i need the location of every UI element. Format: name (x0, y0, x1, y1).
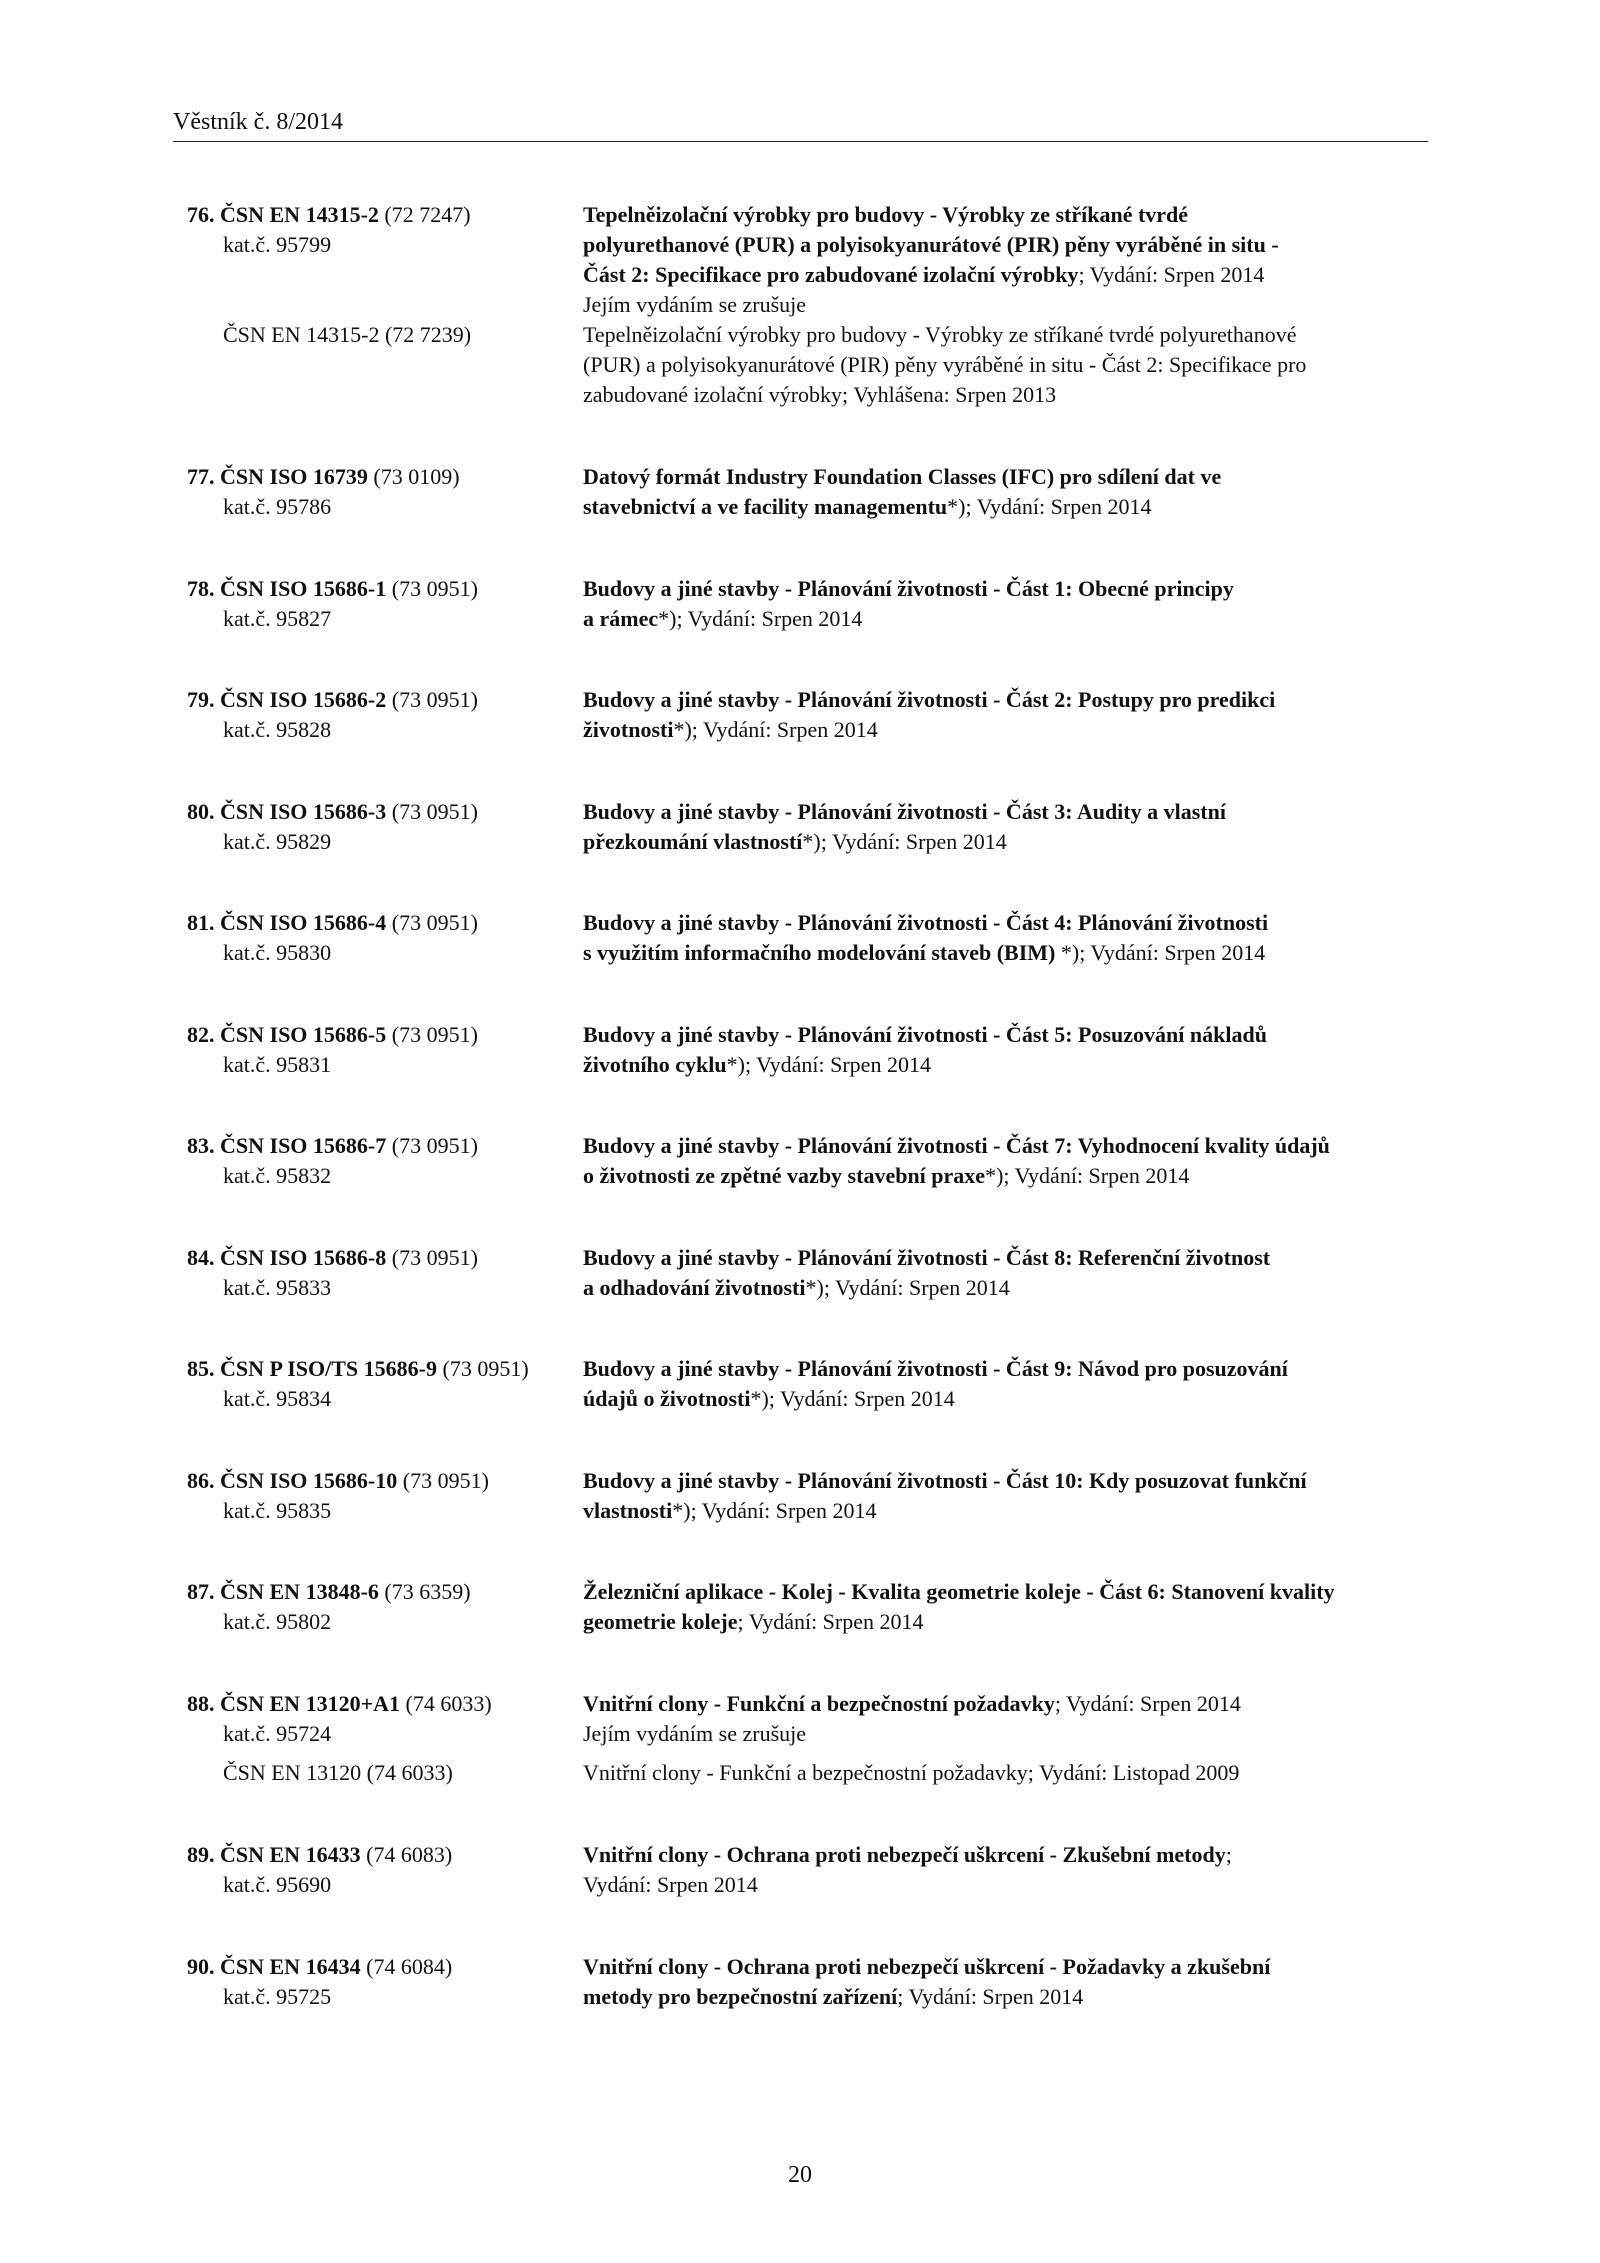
standard-id (187, 1952, 587, 2012)
standard-id (187, 1243, 587, 1303)
standard-code: ČSN ISO 15686-1 (220, 576, 387, 601)
catalogue-number: kat.č. 95802 (223, 1609, 332, 1634)
title-line (583, 908, 1443, 938)
title-text: polyurethanové (PUR) a polyisokyanurátové (PIR) pěny vyráběné in situ - (583, 232, 1279, 257)
title-line (583, 1952, 1443, 1982)
replaced-title-line: Vnitřní clony - Funkční a bezpečnostní požadavky; Vydání: Listopad 2009 (583, 1760, 1240, 1785)
standard-id (187, 462, 587, 522)
issue-info: ; Vydání: Srpen 2014 (737, 1609, 924, 1634)
catalogue-number: kat.č. 95799 (223, 232, 332, 257)
standard-id-line (187, 1243, 587, 1273)
standard-description (583, 908, 1443, 968)
classification-code: (73 0951) (391, 1133, 478, 1158)
title-line (583, 797, 1443, 827)
title-line (583, 827, 1443, 857)
entry-number: 83. (187, 1133, 215, 1158)
issue-info: *); Vydání: Srpen 2014 (802, 829, 1007, 854)
catalogue-number: kat.č. 95832 (223, 1163, 332, 1188)
standard-id-line (187, 462, 587, 492)
title-line (583, 492, 1443, 522)
title-line (583, 574, 1443, 604)
title-line (583, 938, 1443, 968)
title-line (583, 1131, 1443, 1161)
standard-id (187, 1577, 587, 1637)
title-line (583, 230, 1443, 260)
standard-code: ČSN EN 16434 (220, 1954, 361, 1979)
entry-number: 82. (187, 1022, 215, 1047)
catalogue-number: kat.č. 95835 (223, 1498, 332, 1523)
title-text: Část 2: Specifikace pro zabudované izolační výrobky (583, 262, 1079, 287)
entry-number: 77. (187, 464, 215, 489)
standard-id-line (187, 1466, 587, 1496)
issue-info: *); Vydání: Srpen 2014 (658, 606, 863, 631)
standard-id (187, 797, 587, 857)
title-text: geometrie koleje (583, 1609, 738, 1634)
standard-description (583, 1577, 1443, 1637)
standard-id-line (187, 797, 587, 827)
standard-id (187, 1689, 587, 1749)
entry-number: 81. (187, 910, 215, 935)
title-line (583, 715, 1443, 745)
standard-code: ČSN ISO 15686-7 (220, 1133, 387, 1158)
classification-code: (73 0109) (373, 464, 460, 489)
replaced-standard-id (187, 320, 587, 350)
replaced-code: ČSN EN 14315-2 (72 7239) (223, 322, 472, 347)
title-line (583, 1273, 1443, 1303)
title-text: Datový formát Industry Foundation Classes (IFC) pro sdílení dat ve (583, 464, 1222, 489)
replaced-standard-id (187, 1758, 587, 1788)
title-line (583, 1020, 1443, 1050)
classification-code: (74 6033) (405, 1691, 492, 1716)
title-text: přezkoumání vlastností (583, 829, 803, 854)
title-text: Budovy a jiné stavby - Plánování životnosti - Část 3: Audity a vlastní (583, 799, 1226, 824)
catalogue-number: kat.č. 95830 (223, 940, 332, 965)
standard-description (583, 1840, 1443, 1900)
catalogue-number: kat.č. 95690 (223, 1872, 332, 1897)
catalogue-number: kat.č. 95828 (223, 717, 332, 742)
title-line (583, 200, 1443, 230)
standard-description (583, 1354, 1443, 1414)
title-text: Budovy a jiné stavby - Plánování životnosti - Část 8: Referenční životnost (583, 1245, 1271, 1270)
standard-id (187, 685, 587, 745)
standard-id (187, 1840, 587, 1900)
issue-info: *); Vydání: Srpen 2014 (805, 1275, 1010, 1300)
standard-description (583, 462, 1443, 522)
page-number: 20 (788, 2162, 812, 2188)
standard-description (583, 1466, 1443, 1526)
title-line (583, 1161, 1443, 1191)
title-line (583, 1243, 1443, 1273)
title-line (583, 1577, 1443, 1607)
classification-code: (73 6359) (384, 1579, 471, 1604)
title-line (583, 1689, 1443, 1719)
standard-description (583, 200, 1443, 320)
title-text: životnosti (583, 717, 674, 742)
entry-number: 80. (187, 799, 215, 824)
replacement-note: Jejím vydáním se zrušuje (583, 292, 807, 317)
standard-code: ČSN EN 14315-2 (220, 202, 379, 227)
classification-code: (73 0951) (402, 1468, 489, 1493)
standard-id-line (187, 1689, 587, 1719)
replaced-title-line: (PUR) a polyisokyanurátové (PIR) pěny vyráběné in situ - Část 2: Specifikace pro (583, 352, 1307, 377)
title-text: údajů o životnosti (583, 1386, 751, 1411)
issue-info: ; Vydání: Srpen 2014 (1078, 262, 1265, 287)
issue-info: *); Vydání: Srpen 2014 (672, 1498, 877, 1523)
replaced-standard-description (583, 1758, 1443, 1788)
standard-code: ČSN EN 13120+A1 (220, 1691, 400, 1716)
issue-info: *); Vydání: Srpen 2014 (1055, 940, 1266, 965)
standard-description (583, 685, 1443, 745)
replaced-standard-description (583, 320, 1443, 410)
standard-id-line (187, 908, 587, 938)
standard-code: ČSN ISO 15686-5 (220, 1022, 387, 1047)
title-text: Budovy a jiné stavby - Plánování životnosti - Část 10: Kdy posuzovat funkční (583, 1468, 1307, 1493)
standard-id-line (187, 200, 587, 230)
title-text: Budovy a jiné stavby - Plánování životnosti - Část 4: Plánování životnosti (583, 910, 1269, 935)
title-line (583, 1840, 1443, 1870)
title-line (583, 1496, 1443, 1526)
catalogue-number: kat.č. 95725 (223, 1984, 332, 2009)
standard-code: ČSN ISO 15686-10 (220, 1468, 398, 1493)
title-text: Železniční aplikace - Kolej - Kvalita geometrie koleje - Část 6: Stanovení kvality (583, 1579, 1335, 1604)
standard-code: ČSN ISO 15686-2 (220, 687, 387, 712)
title-text: Budovy a jiné stavby - Plánování životnosti - Část 2: Postupy pro predikci (583, 687, 1276, 712)
title-text: o životnosti ze zpětné vazby stavební praxe (583, 1163, 986, 1188)
standard-id (187, 1354, 587, 1414)
title-line (583, 1384, 1443, 1414)
classification-code: (74 6083) (366, 1842, 453, 1867)
entry-number: 88. (187, 1691, 215, 1716)
classification-code: (73 0951) (391, 1022, 478, 1047)
title-line (583, 1050, 1443, 1080)
classification-code: (72 7247) (384, 202, 471, 227)
replaced-title-line: Tepelněizolační výrobky pro budovy - Výrobky ze stříkané tvrdé polyurethanové (583, 322, 1297, 347)
replaced-title-line: zabudované izolační výrobky; Vyhlášena: Srpen 2013 (583, 382, 1057, 407)
title-line (583, 604, 1443, 634)
issue-info: ; Vydání: Srpen 2014 (897, 1984, 1084, 2009)
title-text: stavebnictví a ve facility managementu (583, 494, 948, 519)
title-text: Vnitřní clony - Funkční a bezpečnostní požadavky (583, 1691, 1055, 1716)
title-text: metody pro bezpečnostní zařízení (583, 1984, 898, 2009)
standard-description (583, 797, 1443, 857)
title-line (583, 260, 1443, 290)
standard-description (583, 1243, 1443, 1303)
entry-number: 90. (187, 1954, 215, 1979)
entry-number: 79. (187, 687, 215, 712)
entry-number: 87. (187, 1579, 215, 1604)
issue-info: *); Vydání: Srpen 2014 (947, 494, 1152, 519)
standard-id-line (187, 685, 587, 715)
issue-info: *); Vydání: Srpen 2014 (673, 717, 878, 742)
issue-date: Vydání: Srpen 2014 (583, 1872, 758, 1897)
title-text: životního cyklu (583, 1052, 727, 1077)
title-text: Vnitřní clony - Ochrana proti nebezpečí uškrcení - Požadavky a zkušební (583, 1954, 1271, 1979)
issue-info: *); Vydání: Srpen 2014 (750, 1386, 955, 1411)
title-line (583, 1354, 1443, 1384)
title-line (583, 685, 1443, 715)
standard-code: ČSN ISO 15686-3 (220, 799, 387, 824)
title-text: Budovy a jiné stavby - Plánování životnosti - Část 1: Obecné principy (583, 576, 1234, 601)
classification-code: (73 0951) (391, 576, 478, 601)
standard-id (187, 1131, 587, 1191)
classification-code: (73 0951) (391, 1245, 478, 1270)
title-text: s využitím informačního modelování staveb (BIM) (583, 940, 1056, 965)
page-header: Věstník č. 8/2014 (173, 107, 1428, 142)
entry-number: 89. (187, 1842, 215, 1867)
classification-code: (74 6084) (366, 1954, 453, 1979)
standard-id-line (187, 1354, 587, 1384)
standard-id (187, 1466, 587, 1526)
issue-info: *); Vydání: Srpen 2014 (726, 1052, 931, 1077)
title-line (583, 1982, 1443, 2012)
catalogue-number: kat.č. 95829 (223, 829, 332, 854)
replacement-note: Jejím vydáním se zrušuje (583, 1721, 807, 1746)
title-text: Vnitřní clony - Ochrana proti nebezpečí uškrcení - Zkušební metody (583, 1842, 1226, 1867)
issue-info: *); Vydání: Srpen 2014 (985, 1163, 1190, 1188)
title-text: a rámec (583, 606, 659, 631)
standard-description (583, 1020, 1443, 1080)
entry-number: 76. (187, 202, 215, 227)
standard-id-line (187, 1131, 587, 1161)
standard-description (583, 1952, 1443, 2012)
standard-id (187, 200, 587, 260)
standard-code: ČSN ISO 16739 (220, 464, 368, 489)
entry-number: 78. (187, 576, 215, 601)
standard-id (187, 574, 587, 634)
catalogue-number: kat.č. 95827 (223, 606, 332, 631)
entry-number: 86. (187, 1468, 215, 1493)
standard-code: ČSN EN 13848-6 (220, 1579, 379, 1604)
title-text: Budovy a jiné stavby - Plánování životnosti - Část 9: Návod pro posuzování (583, 1356, 1288, 1381)
issue-info: ; Vydání: Srpen 2014 (1054, 1691, 1241, 1716)
standard-description (583, 1689, 1443, 1749)
catalogue-number: kat.č. 95834 (223, 1386, 332, 1411)
entry-number: 84. (187, 1245, 215, 1270)
title-line (583, 1607, 1443, 1637)
catalogue-number: kat.č. 95724 (223, 1721, 332, 1746)
classification-code: (73 0951) (391, 799, 478, 824)
catalogue-number: kat.č. 95831 (223, 1052, 332, 1077)
standard-description (583, 574, 1443, 634)
entry-number: 85. (187, 1356, 215, 1381)
standard-code: ČSN ISO 15686-4 (220, 910, 387, 935)
standard-description (583, 1131, 1443, 1191)
standard-id-line (187, 1020, 587, 1050)
title-text: vlastnosti (583, 1498, 673, 1523)
standard-id-line (187, 1577, 587, 1607)
catalogue-number: kat.č. 95833 (223, 1275, 332, 1300)
title-line (583, 462, 1443, 492)
classification-code: (73 0951) (391, 687, 478, 712)
standard-id-line (187, 574, 587, 604)
standard-id (187, 908, 587, 968)
title-text: Budovy a jiné stavby - Plánování životnosti - Část 5: Posuzování nákladů (583, 1022, 1267, 1047)
classification-code: (73 0951) (391, 910, 478, 935)
classification-code: (73 0951) (442, 1356, 529, 1381)
issue-info: ; (1225, 1842, 1232, 1867)
standard-code: ČSN ISO 15686-8 (220, 1245, 387, 1270)
catalogue-number: kat.č. 95786 (223, 494, 332, 519)
standard-id-line (187, 1840, 587, 1870)
title-line (583, 1466, 1443, 1496)
standard-id (187, 1020, 587, 1080)
replaced-code: ČSN EN 13120 (74 6033) (223, 1760, 453, 1785)
standard-id-line (187, 1952, 587, 1982)
standard-code: ČSN EN 16433 (220, 1842, 361, 1867)
standard-code: ČSN P ISO/TS 15686-9 (220, 1356, 437, 1381)
title-text: a odhadování životnosti (583, 1275, 806, 1300)
title-text: Tepelněizolační výrobky pro budovy - Výrobky ze stříkané tvrdé (583, 202, 1189, 227)
title-text: Budovy a jiné stavby - Plánování životnosti - Část 7: Vyhodnocení kvality údajů (583, 1133, 1330, 1158)
